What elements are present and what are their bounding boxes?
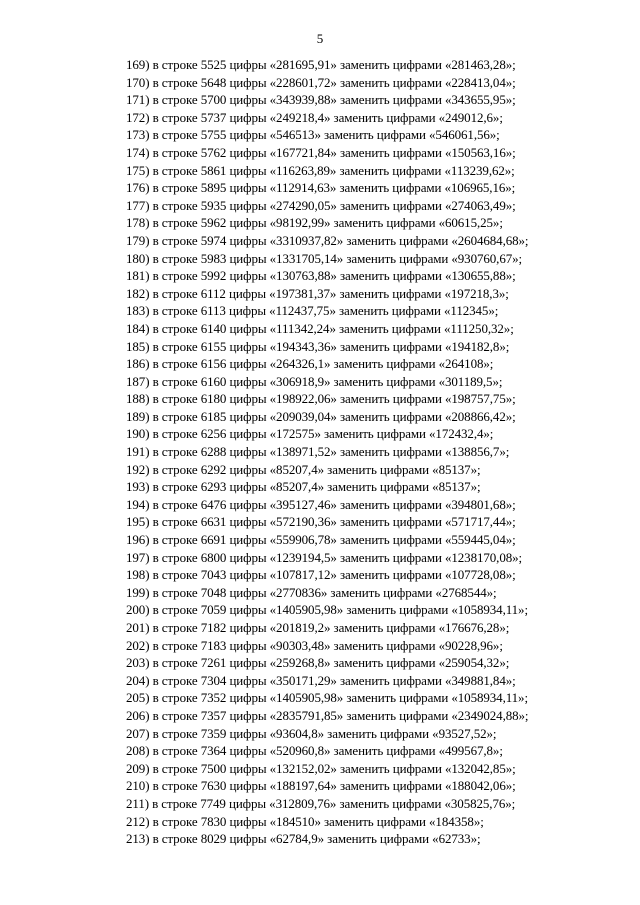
amendment-line: 209) в строке 7500 цифры «132152,02» заменить цифрами «132042,85»;: [126, 760, 516, 776]
amendment-line: 198) в строке 7043 цифры «107817,12» заменить цифрами «107728,08»;: [126, 567, 516, 583]
amendment-line: 191) в строке 6288 цифры «138971,52» заменить цифрами «138856,7»;: [126, 444, 510, 460]
amendment-line: 172) в строке 5737 цифры «249218,4» заменить цифрами «249012,6»;: [126, 109, 503, 125]
amendment-line: 207) в строке 7359 цифры «93604,8» заменить цифрами «93527,52»;: [126, 725, 497, 741]
amendment-line: 188) в строке 6180 цифры «198922,06» заменить цифрами «198757,75»;: [126, 391, 516, 407]
amendment-line: 212) в строке 7830 цифры «184510» заменить цифрами «184358»;: [126, 813, 484, 829]
amendment-line: 174) в строке 5762 цифры «167721,84» заменить цифрами «150563,16»;: [126, 144, 516, 160]
amendment-line: 196) в строке 6691 цифры «559906,78» заменить цифрами «559445,04»;: [126, 532, 516, 548]
amendment-line: 206) в строке 7357 цифры «2835791,85» заменить цифрами «2349024,88»;: [126, 707, 529, 723]
amendment-line: 199) в строке 7048 цифры «2770836» заменить цифрами «2768544»;: [126, 584, 497, 600]
amendment-line: 183) в строке 6113 цифры «112437,75» заменить цифрами «112345»;: [126, 303, 499, 319]
amendment-line: 203) в строке 7261 цифры «259268,8» заменить цифрами «259054,32»;: [126, 655, 510, 671]
amendment-line: 201) в строке 7182 цифры «201819,2» заменить цифрами «176676,28»;: [126, 620, 510, 635]
amendment-line: 182) в строке 6112 цифры «197381,37» заменить цифрами «197218,3»;: [126, 285, 509, 301]
amendment-line: 178) в строке 5962 цифры «98192,99» заменить цифрами «60615,25»;: [126, 215, 503, 231]
amendment-line: 193) в строке 6293 цифры «85207,4» заменить цифрами «85137»;: [126, 479, 481, 495]
amendment-line: 189) в строке 6185 цифры «209039,04» заменить цифрами «208866,42»;: [126, 408, 516, 424]
amendment-line: 213) в строке 8029 цифры «62784,9» заменить цифрами «62733»;: [126, 831, 481, 847]
amendment-line: 175) в строке 5861 цифры «116263,89» заменить цифрами «113239,62»;: [126, 162, 515, 178]
amendment-line: 204) в строке 7304 цифры «350171,29» заменить цифрами «349881,84»;: [126, 672, 516, 688]
amendment-line: 177) в строке 5935 цифры «274290,05» заменить цифрами «274063,49»;: [126, 197, 516, 213]
amendment-line: 194) в строке 6476 цифры «395127,46» заменить цифрами «394801,68»;: [126, 496, 516, 512]
amendment-line: 200) в строке 7059 цифры «1405905,98» заменить цифрами «1058934,11»;: [126, 602, 528, 618]
amendment-line: 187) в строке 6160 цифры «306918,9» заменить цифрами «301189,5»;: [126, 373, 503, 389]
amendment-line: 186) в строке 6156 цифры «264326,1» заменить цифрами «264108»;: [126, 356, 494, 372]
amendment-line: 210) в строке 7630 цифры «188197,64» заменить цифрами «188042,06»;: [126, 778, 516, 794]
amendment-line: 202) в строке 7183 цифры «90303,48» заменить цифрами «90228,96»;: [126, 637, 503, 653]
amendment-line: 180) в строке 5983 цифры «1331705,14» заменить цифрами «930760,67»;: [126, 250, 523, 266]
amendment-line: 181) в строке 5992 цифры «130763,88» заменить цифрами «130655,88»;: [126, 268, 516, 284]
amendment-line: 179) в строке 5974 цифры «3310937,82» заменить цифрами «2604684,68»;: [126, 232, 529, 248]
amendment-line: 211) в строке 7749 цифры «312809,76» заменить цифрами «305825,76»;: [126, 795, 516, 811]
amendment-line: 195) в строке 6631 цифры «572190,36» заменить цифрами «571717,44»;: [126, 514, 516, 530]
amendment-line: 192) в строке 6292 цифры «85207,4» заменить цифрами «85137»;: [126, 461, 481, 477]
amendment-line: 184) в строке 6140 цифры «111342,24» заменить цифрами «111250,32»;: [126, 320, 514, 336]
amendment-line: 169) в строке 5525 цифры «281695,91» заменить цифрами «281463,28»;: [126, 57, 516, 72]
amendment-line: 208) в строке 7364 цифры «520960,8» заменить цифрами «499567,8»;: [126, 743, 503, 759]
amendment-line: 197) в строке 6800 цифры «1239194,5» заменить цифрами «1238170,08»;: [126, 549, 523, 565]
page-number: 5: [316, 31, 324, 46]
amendment-list: [126, 56, 626, 848]
amendment-line: 173) в строке 5755 цифры «546513» заменить цифрами «546061,56»;: [126, 127, 500, 143]
amendment-line: 170) в строке 5648 цифры «228601,72» заменить цифрами «228413,04»;: [126, 74, 516, 90]
amendment-line: 190) в строке 6256 цифры «172575» заменить цифрами «172432,4»;: [126, 426, 494, 442]
amendment-line: 205) в строке 7352 цифры «1405905,98» заменить цифрами «1058934,11»;: [126, 690, 528, 706]
amendment-line: 176) в строке 5895 цифры «112914,63» заменить цифрами «106965,16»;: [126, 180, 516, 196]
amendment-line: 171) в строке 5700 цифры «343939,88» заменить цифрами «343655,95»;: [126, 92, 516, 108]
amendment-line: 185) в строке 6155 цифры «194343,36» заменить цифрами «194182,8»;: [126, 338, 510, 354]
